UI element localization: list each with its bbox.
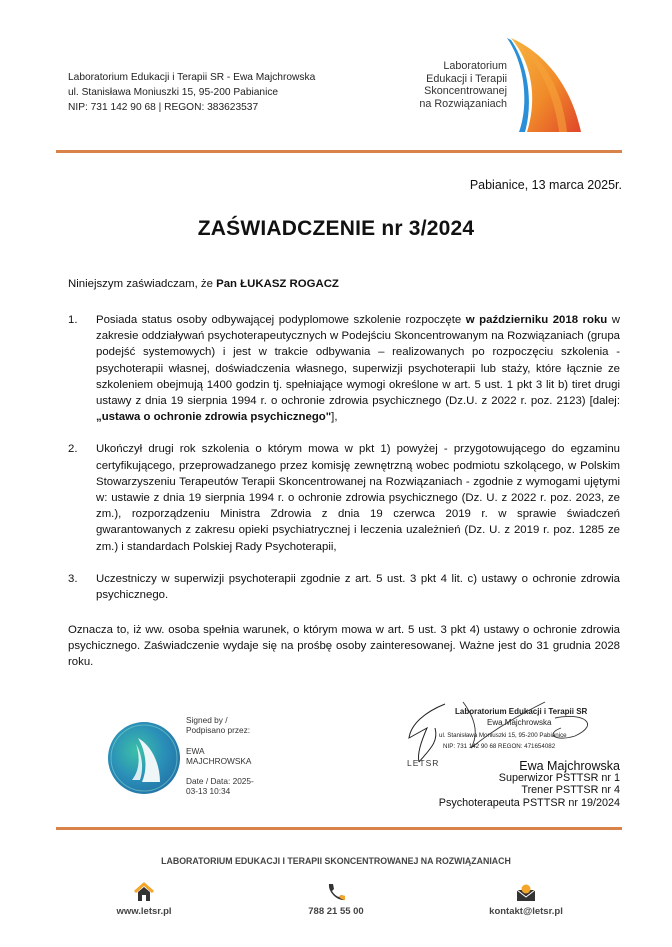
- phone-icon: [325, 882, 347, 902]
- footer-email[interactable]: [466, 882, 586, 917]
- stamp-logo-text: LETSR: [407, 758, 440, 768]
- signer-name: MAJCHROWSKA: [186, 755, 252, 766]
- signatory-block: [410, 760, 620, 809]
- footer-divider: [56, 827, 622, 830]
- stamp-line-1: Laboratorium Edukacji i Terapii SR: [455, 707, 588, 716]
- list-item: [68, 441, 620, 554]
- intro-prefix: Niniejszym zaświadczam, że: [68, 278, 217, 290]
- org-street: ul. Stanisława Moniuszki 15, 95-200 Pabianice: [68, 87, 279, 98]
- sail-logo-icon: [503, 34, 583, 134]
- person-name: Pan ŁUKASZ ROGACZ: [216, 278, 339, 290]
- header-divider: [56, 150, 622, 153]
- item-text: [96, 312, 620, 425]
- item-number: 3.: [68, 572, 78, 585]
- footer-title: LABORATORIUM EDUKACJI I TERAPII SKONCENTROWANEJ NA ROZWIĄZANIACH: [161, 856, 511, 866]
- signed-by-label: Podpisano przez:: [186, 725, 251, 736]
- list-item: [68, 571, 620, 603]
- intro-text: [68, 278, 339, 290]
- certification-list: [68, 312, 620, 619]
- signature-date: 03-13 10:34: [186, 786, 231, 797]
- e-signature-info: [186, 715, 254, 797]
- signature-date-label: Date / Data: 2025-: [186, 776, 254, 787]
- logo-line: Skoncentrowanej: [424, 85, 507, 97]
- website-link[interactable]: www.letsr.pl: [116, 906, 172, 917]
- item-number: 2.: [68, 443, 78, 456]
- signatory-role: Trener PSTTSR nr 4: [521, 784, 620, 797]
- signer-name: EWA: [186, 745, 205, 756]
- footer-phone[interactable]: [276, 882, 396, 917]
- item-text-bold: „ustawa o ochronie zdrowia psychicznego": [96, 411, 332, 424]
- logo-line: na Rozwiązaniach: [419, 97, 507, 110]
- signatory-role: Superwizor PSTTSR nr 1: [498, 772, 620, 785]
- header-address: [68, 70, 315, 115]
- item-text-part: Posiada status osoby odbywającej podyplomowe szkolenie rozpoczęte: [96, 314, 466, 326]
- stamp-line-2: Ewa Majchrowska: [487, 718, 552, 727]
- place-date: Pabianice, 13 marca 2025r.: [469, 178, 622, 192]
- item-text-bold: w październiku 2018 roku: [465, 314, 608, 326]
- logo-text: [412, 60, 507, 110]
- item-number: 1.: [68, 314, 78, 326]
- e-signature-seal-icon: [108, 722, 180, 794]
- item-text-part: w zakresie oddziaływań psychoterapeutycznych w Podejściu Skoncentrowanym na Rozwiązaniach (grupa podejść systemowych) i jest w trakcie odbywania – realizowanych po rozpoczęciu szkolenia - psychoterapii własnej, doświadczenia własnego, superwizji psychoterapii lub staży, które łącznie ze szkoleniem obejmują 1400 godzin tj. spełniające wymogi określone w art. 5 ust. 1 pkt 3 lit b) tiret drugi ustawy z dnia 19 sierpnia 1994 r. o ochronie zdrowia psychicznego (Dz.U. z 2022 r. poz. 2123) [dalej:: [96, 314, 620, 408]
- envelope-icon: [515, 882, 537, 902]
- document-title: ZAŚWIADCZENIE nr 3/2024: [197, 217, 475, 240]
- stamp-line-4: NIP: 731 142 90 68 REGON: 471654082: [443, 743, 556, 750]
- home-icon: [133, 882, 155, 902]
- item-text-part: ],: [331, 411, 338, 424]
- signed-by-label: Signed by /: [186, 715, 228, 725]
- org-name: Laboratorium Edukacji i Terapii SR - Ewa Majchrowska: [68, 72, 316, 83]
- item-text: Ukończył drugi rok szkolenia o którym mowa w pkt 1) powyżej - przygotowującego do egzaminu certyfikującego, przeprowadzanego przez komisję zewnętrzną wobec podmiotu szkolącego, w Polskim Stowarzyszeniu Terapeutów Terapii Skoncentrowanej na Rozwiązaniach - zgodnie z wymogami ujętymi w: ustawie z dnia 19 sierpnia 1994 r. o ochronie zdrowia psychicznego (Dz. U. z 2022 r. poz. 2023, ze zm.), rozporządzeniu Ministra Zdrowia z dnia 19 czerwca 2019 r. w sprawie świadczeń gwarantowanych z zakresu opieki psychiatrycznej i leczenia uzależnień (Dz. U. z 2019 r. poz. 1285 ze zm.) i standardach Polskiej Rady Psychoterapii,: [96, 443, 620, 553]
- item-text: Uczestniczy w superwizji psychoterapii zgodnie z art. 5 ust. 3 pkt 4 lit. c) ustawy o ochronie zdrowia psychicznego.: [96, 572, 620, 602]
- signatory-name: Ewa Majchrowska: [519, 759, 620, 773]
- seal-sail-icon: [108, 722, 180, 794]
- company-stamp: [405, 698, 620, 768]
- email-link[interactable]: kontakt@letsr.pl: [489, 906, 563, 917]
- org-tax-ids: NIP: 731 142 90 68 | REGON: 383623537: [68, 102, 259, 113]
- logo-line: Laboratorium: [443, 60, 507, 72]
- signatory-role: Psychoterapeuta PSTTSR nr 19/2024: [438, 796, 620, 809]
- footer-website[interactable]: [84, 882, 204, 917]
- phone-number[interactable]: 788 21 55 00: [308, 906, 364, 917]
- stamp-line-3: ul. Stanisława Moniuszki 15, 95-200 Pabianice: [439, 732, 567, 739]
- list-item: [68, 312, 620, 425]
- logo-line: Edukacji i Terapii: [426, 72, 507, 85]
- closing-paragraph: Oznacza to, iż ww. osoba spełnia warunek, o którym mowa w art. 5 ust. 3 pkt 4) ustawy o ochronie zdrowia psychicznego. Zaświadczenie wydaje się na prośbę osoby zainteresowanej. Ważne jest do 31 grudnia 2028 roku.: [68, 624, 620, 669]
